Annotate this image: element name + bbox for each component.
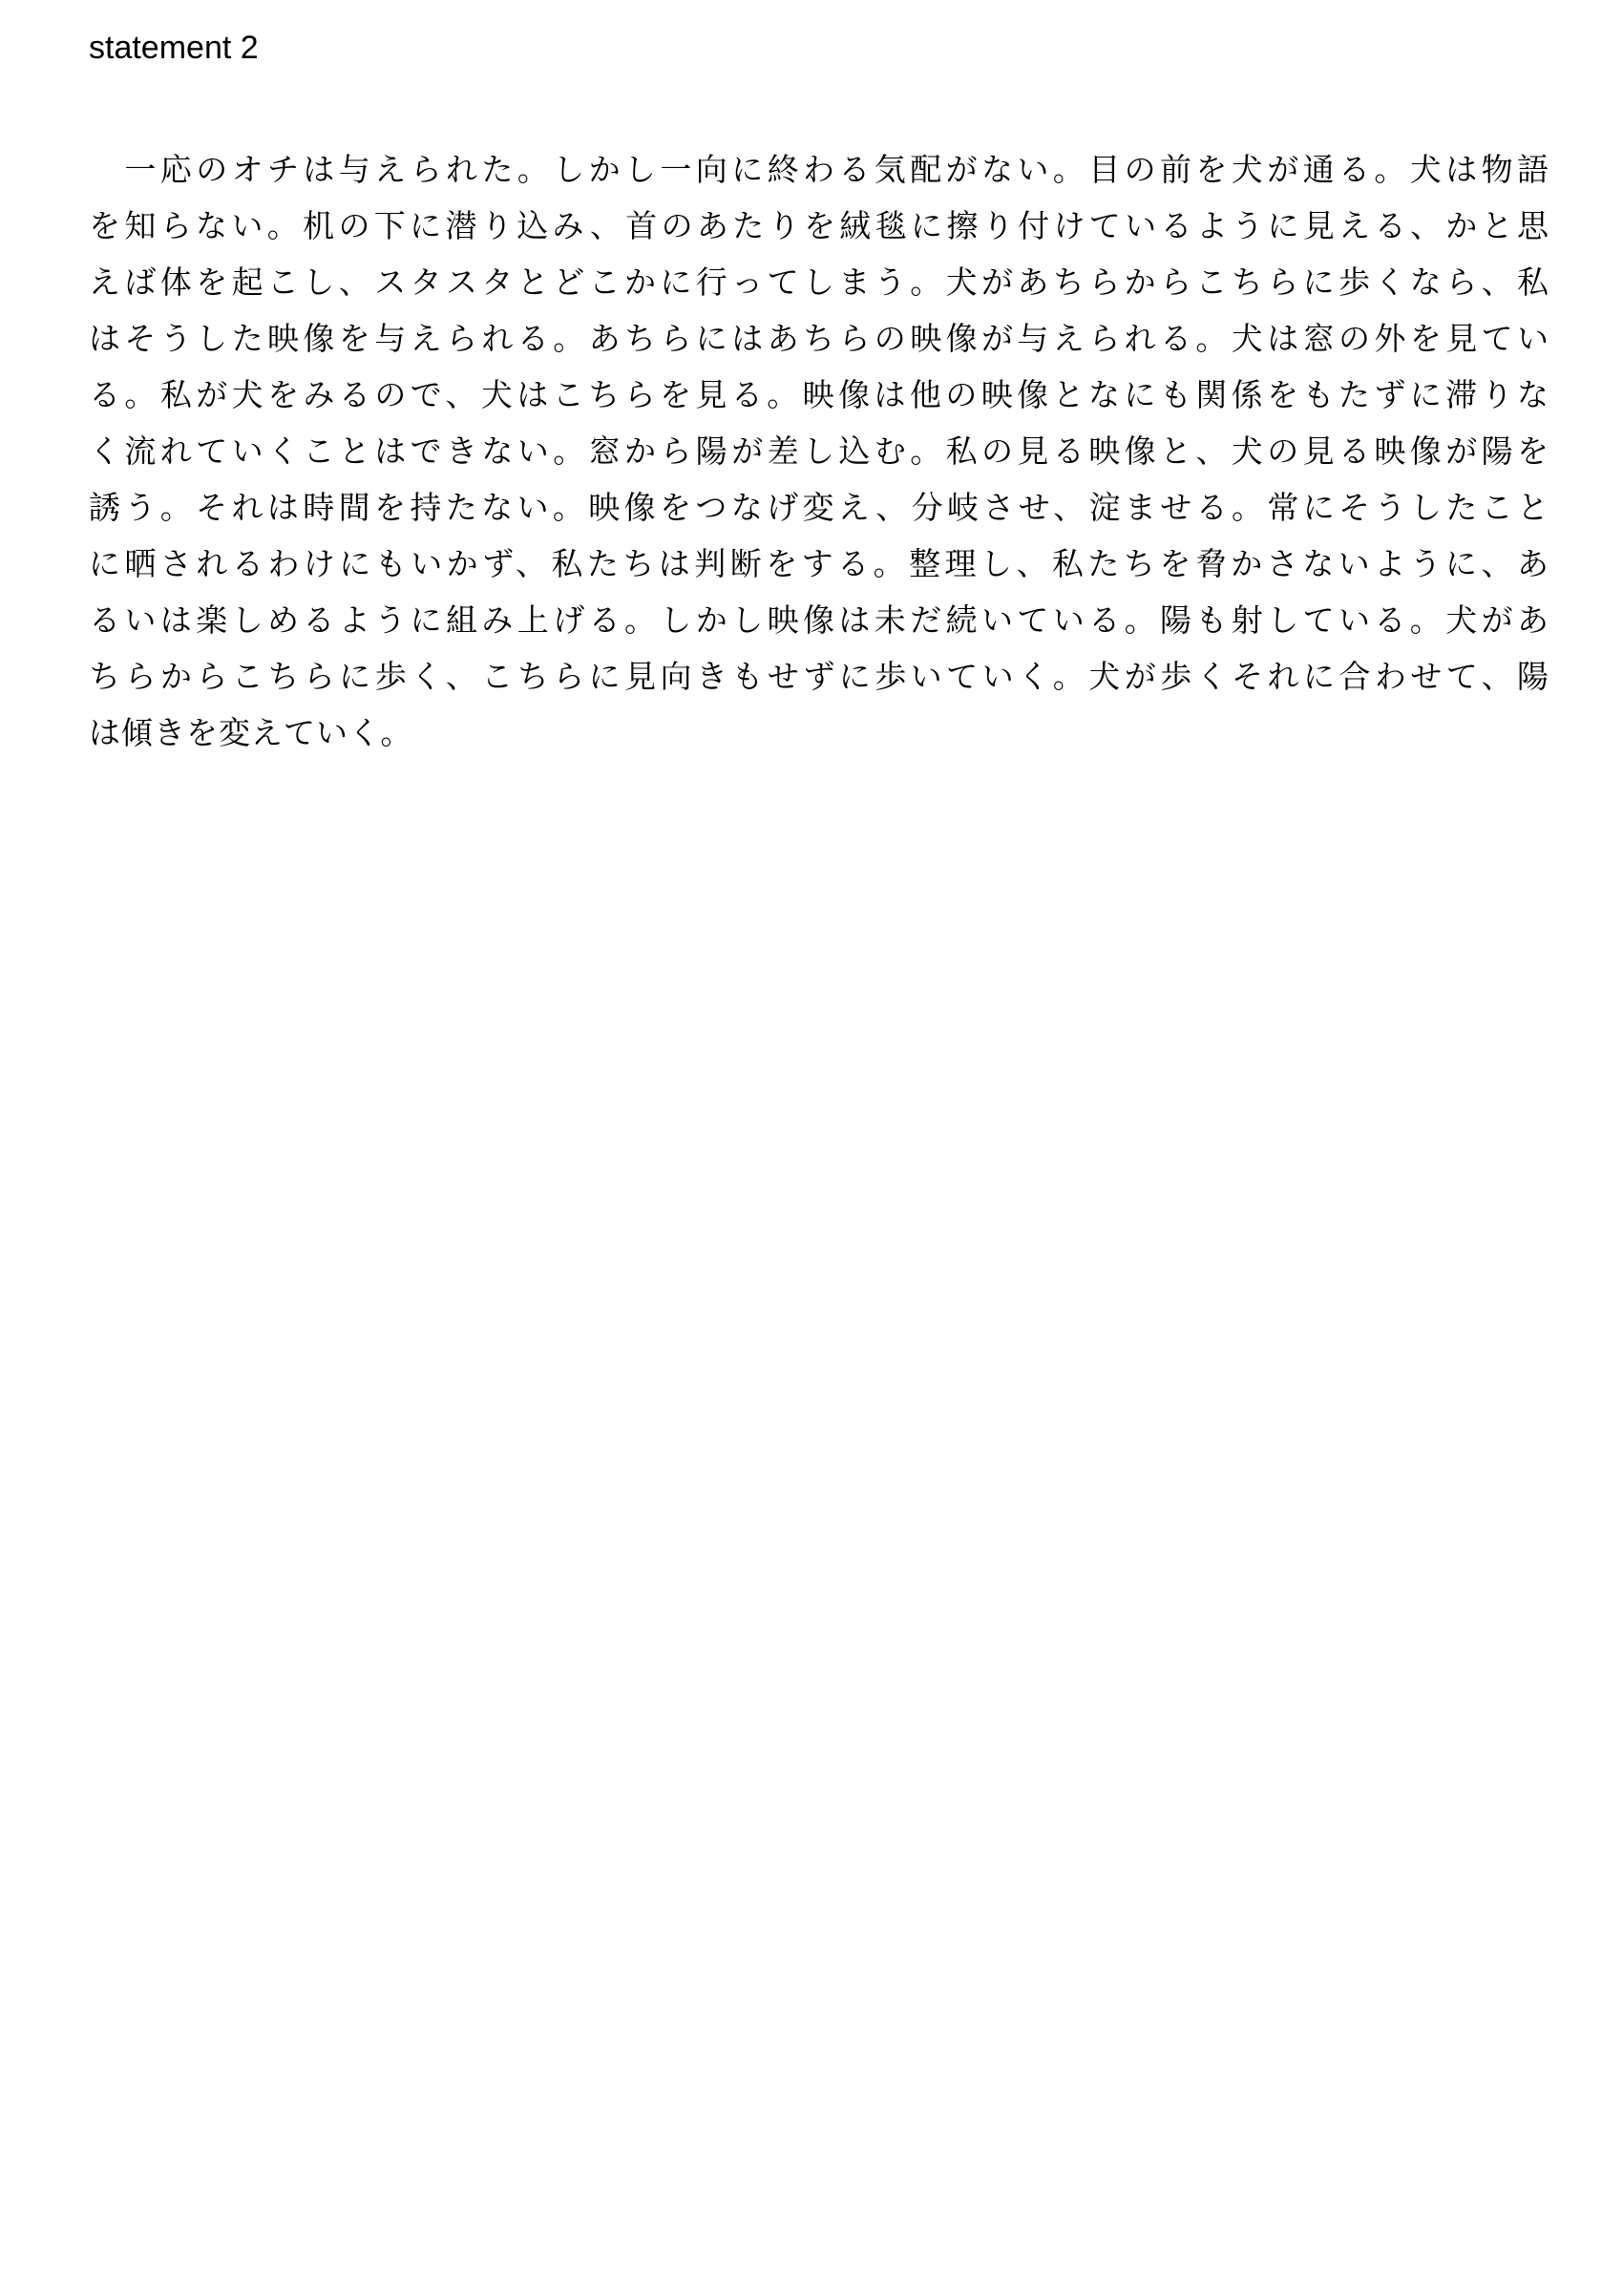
body-line: は傾きを変えていく。	[89, 714, 413, 751]
body-line: はそうした映像を与えられる。あちらにはあちらの映像が与えられる。犬は窓の外を見てい	[89, 320, 1550, 357]
body-line: 誘う。それは時間を持たない。映像をつなげ変え、分岐させ、淀ませる。常にそうしたこと	[89, 489, 1549, 526]
body-line: るいは楽しめるように組み上げる。しかし映像は未だ続いている。陽も射している。犬があ	[89, 601, 1550, 639]
document-body	[89, 141, 1549, 761]
body-line: る。私が犬をみるので、犬はこちらを見る。映像は他の映像となにも関係をもたずに滞りな	[89, 376, 1549, 413]
body-line: く流れていくことはできない。窓から陽が差し込む。私の見る映像と、犬の見る映像が陽を	[89, 432, 1550, 470]
document-title: statement 2	[89, 30, 259, 66]
body-line: ちらからこちらに歩く、こちらに見向きもせずに歩いていく。犬が歩くそれに合わせて、陽	[89, 658, 1549, 695]
body-line: 一応のオチは与えられた。しかし一向に終わる気配がない。目の前を犬が通る。犬は物語	[89, 151, 1550, 188]
body-line: を知らない。机の下に潜り込み、首のあたりを絨毯に擦り付けているように見える、かと思	[89, 207, 1549, 244]
body-line: に晒されるわけにもいかず、私たちは判断をする。整理し、私たちを脅かさないように、あ	[89, 545, 1549, 582]
body-line: えば体を起こし、スタスタとどこかに行ってしまう。犬があちらからこちらに歩くなら、私	[89, 263, 1549, 301]
